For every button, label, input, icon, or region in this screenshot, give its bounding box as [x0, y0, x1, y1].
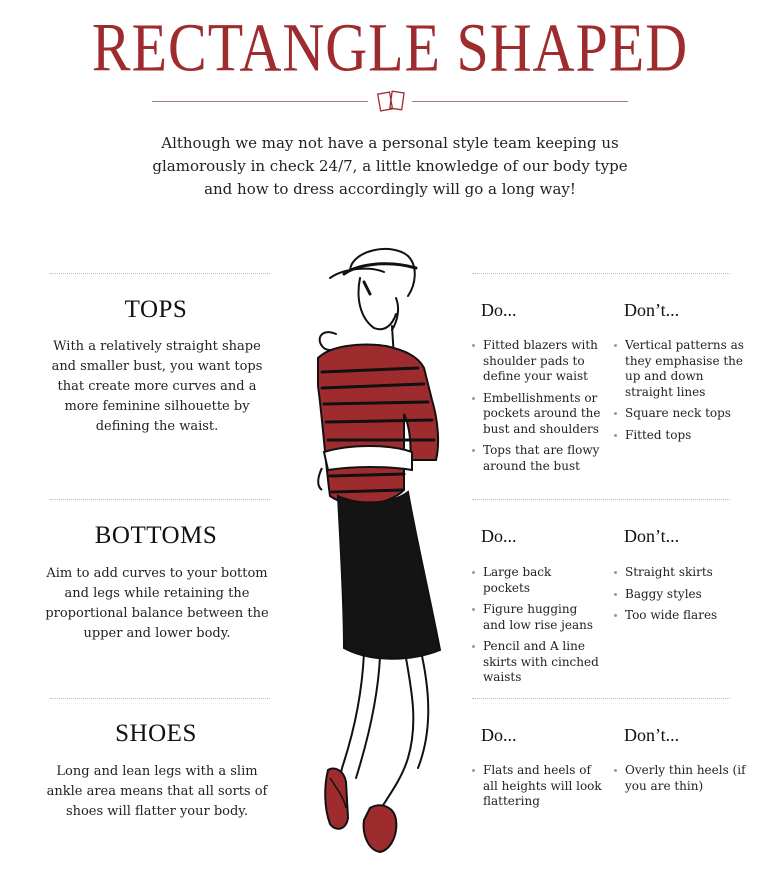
divider-right-1 [472, 273, 730, 274]
shoes-description: Long and lean legs with a slim ankle area means that all sorts of shoes will flatter your body. [46, 764, 268, 819]
bottoms-description: Aim to add curves to your bottom and legs while retaining the proportional balance between the upper and lower body. [45, 566, 269, 641]
list-item: Fitted blazers with shoulder pads to define your waist [472, 338, 602, 385]
bottoms-do-list [472, 565, 602, 692]
tops-dont-heading: Don’t... [624, 300, 680, 320]
list-item: Fitted tops [614, 428, 754, 444]
list-item: Embellishments or pockets around the bust and shoulders [472, 391, 602, 438]
list-item: Tops that are flowy around the bust [472, 443, 602, 474]
shoes-title: SHOES [115, 720, 197, 747]
intro-text: Although we may not have a personal style team keeping us glamorously in check 24/7, a little knowledge of our body type and how to dress accordingly will go a long way! [152, 134, 628, 198]
list-item: Too wide flares [614, 608, 754, 624]
tops-do-heading: Do... [481, 300, 517, 320]
fashion-figure-illustration [300, 238, 475, 868]
divider-right-2 [472, 499, 730, 500]
divider-left-3 [50, 698, 270, 699]
shoes-do-list [472, 763, 602, 816]
cards-ornament-icon [373, 88, 409, 114]
shoes-dont-list [614, 763, 754, 800]
list-item: Square neck tops [614, 406, 754, 422]
list-item: Pencil and A line skirts with cinched waists [472, 639, 602, 686]
bottoms-do-heading: Do... [481, 526, 517, 546]
tops-do-list [472, 338, 602, 480]
bottoms-title: BOTTOMS [94, 522, 218, 549]
title-rule-right [412, 101, 628, 102]
list-item: Large back pockets [472, 565, 602, 596]
shoes-dont-heading: Don’t... [624, 725, 680, 745]
shoes-do-heading: Do... [481, 725, 517, 745]
tops-description: With a relatively straight shape and smaller bust, you want tops that create more curves and a more feminine silhouette by defining the waist. [51, 339, 263, 434]
tops-title: TOPS [124, 296, 188, 323]
list-item: Baggy styles [614, 587, 754, 603]
list-item: Overly thin heels (if you are thin) [614, 763, 754, 794]
page-title: RECTANGLE SHAPED [91, 9, 689, 86]
divider-right-3 [472, 698, 730, 699]
divider-left-1 [50, 273, 270, 274]
bottoms-dont-heading: Don’t... [624, 526, 680, 546]
list-item: Flats and heels of all heights will look flattering [472, 763, 602, 810]
list-item: Straight skirts [614, 565, 754, 581]
divider-left-2 [50, 499, 270, 500]
title-rule-left [152, 101, 368, 102]
bottoms-dont-list [614, 565, 754, 630]
list-item: Vertical patterns as they emphasise the up and down straight lines [614, 338, 754, 400]
tops-dont-list [614, 338, 754, 449]
list-item: Figure hugging and low rise jeans [472, 602, 602, 633]
